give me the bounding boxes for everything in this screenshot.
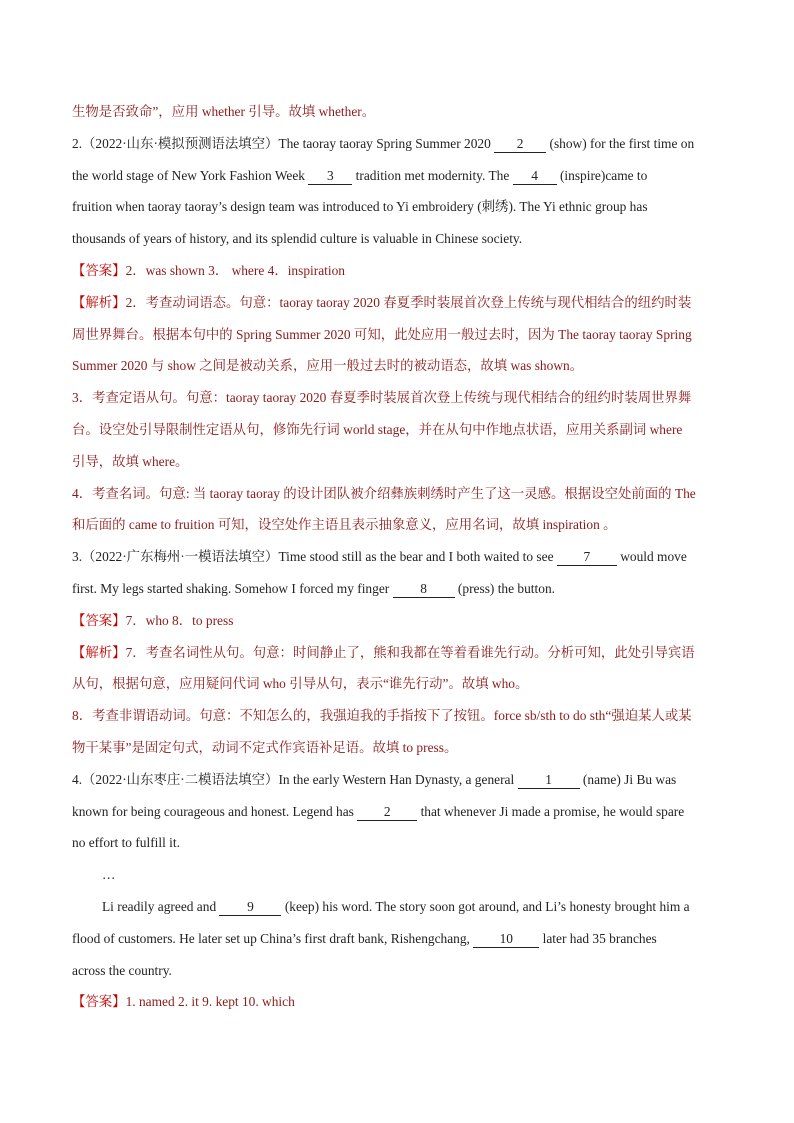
blank-1: 1: [518, 772, 580, 789]
ellipsis: …: [102, 867, 116, 883]
q2-analysis-6: 引导，故填 where。: [72, 453, 189, 469]
analysis-tag: 【解析】: [72, 294, 126, 310]
text: In the early Western Han Dynasty, a general: [278, 771, 518, 787]
question-header: 2.（2022·山东·模拟预测语法填空）: [72, 135, 279, 151]
answer-tag: 【答案】: [72, 612, 126, 628]
text: would move: [616, 549, 687, 565]
analysis-text: 7．考查名词性从句。句意：时间静止了，熊和我都在等着看谁先行动。分析可知，此处引导宾语: [125, 644, 695, 660]
q4-line-2: [72, 796, 722, 828]
q4-line-3: no effort to fulfill it.: [72, 835, 180, 851]
text: whether: [318, 104, 362, 119]
answer-text: 7．who 8．to press: [125, 612, 234, 628]
q2-analysis-5: 台。设空处引导限制性定语从句，修饰先行词 world stage，并在从句中作地点状语，应用关系副词 where: [72, 421, 683, 437]
q3-analysis-2: 从句，根据句意，应用疑问代词 who 引导从句，表示“谁先行动”。故填 who。: [72, 676, 529, 692]
blank-10: 10: [473, 931, 539, 948]
q2-line-3: fruition when taoray taoray’s design team was introduced to Yi embroidery (刺绣). The Yi ethnic group has: [72, 199, 648, 215]
text: 。: [361, 104, 376, 119]
question-header: 3.（2022·广东梅州·一模语法填空）: [72, 549, 279, 565]
text: Time stood still as the bear and I both waited to see: [278, 549, 557, 565]
text: 生物是否致命”，应用: [72, 104, 202, 119]
blank-3: 3: [308, 168, 352, 185]
q2-answer: [72, 255, 722, 287]
q2-analysis-8: 和后面的 came to fruition 可知，设空处作主语且表示抽象意义，应用名词，故填 inspiration 。: [72, 517, 617, 533]
blank-2: 2: [494, 136, 546, 153]
text: tradition met modernity. The: [352, 167, 513, 183]
text: (show) for the first time on: [546, 135, 695, 151]
text: (keep) his word. The story soon got around, and Li’s honesty brought him a: [281, 898, 690, 914]
q4-line-1: [72, 764, 722, 796]
q2-analysis-2: 周世界舞台。根据本句中的 Spring Summer 2020 可知，此处应用一般过去时，因为 The taoray taoray Spring: [72, 326, 692, 342]
text: (press) the button.: [454, 580, 555, 596]
answer-tag: 【答案】: [72, 262, 126, 278]
q2-line-2: [72, 160, 722, 192]
q2-analysis-4: 3．考查定语从句。句意：taoray taoray 2020 春夏季时装展首次登上传统与现代相结合的纽约时装周世界舞: [72, 390, 692, 406]
q3-answer: [72, 605, 722, 637]
text: later had 35 branches: [539, 930, 657, 946]
answer-text: 1. named 2. it 9. kept 10. which: [125, 994, 295, 1010]
q4-para2-line-2: [72, 923, 722, 955]
text: 引导。故填: [244, 104, 319, 119]
q3-line-2: [72, 573, 722, 605]
text: Li readily agreed and: [102, 898, 220, 914]
question-header: 4.（2022·山东枣庄·二模语法填空）: [72, 771, 279, 787]
q2-analysis-1: [72, 287, 722, 319]
q3-analysis-3: 8．考查非谓语动词。句意：不知怎么的，我强迫我的手指按下了按钮。force sb/sth to do sth“强迫某人或某: [72, 708, 692, 724]
q3-analysis-1: [72, 637, 722, 669]
intro-line: [72, 96, 722, 128]
q2-line-4: thousands of years of history, and its splendid culture is valuable in Chinese society.: [72, 231, 523, 247]
answer-text: 2．was shown 3． where 4．inspiration: [125, 262, 345, 278]
text: that whenever Ji made a promise, he would spare: [417, 803, 685, 819]
blank-8: 8: [393, 581, 455, 598]
answer-tag: 【答案】: [72, 994, 126, 1010]
blank-4: 4: [513, 168, 557, 185]
q2-analysis-7: 4．考查名词。句意: 当 taoray taoray 的设计团队被介绍彝族刺绣时产生了这一灵感。根据设空处前面的 The: [72, 485, 696, 501]
q3-analysis-4: 物干某事”是固定句式，动词不定式作宾语补足语。故填 to press。: [72, 739, 458, 755]
text: known for being courageous and honest. Legend has: [72, 803, 358, 819]
text: The taoray taoray Spring Summer 2020: [278, 135, 495, 151]
text: flood of customers. He later set up China’s first draft bank, Rishengchang,: [72, 930, 474, 946]
blank-7: 7: [557, 549, 617, 566]
text: (inspire)came to: [556, 167, 648, 183]
text: (name) Ji Bu was: [579, 771, 677, 787]
q4-answer: [72, 986, 722, 1018]
document-page: [72, 96, 722, 1018]
analysis-tag: 【解析】: [72, 644, 126, 660]
text: the world stage of New York Fashion Week: [72, 167, 309, 183]
q4-para2-line-3: across the country.: [72, 962, 172, 978]
analysis-text: 2．考查动词语态。句意：taoray taoray 2020 春夏季时装展首次登上传统与现代相结合的纽约时装: [125, 294, 692, 310]
text: first. My legs started shaking. Somehow I forced my finger: [72, 580, 393, 596]
q3-line-1: [72, 541, 722, 573]
text: whether: [201, 104, 245, 119]
q4-para2-line-1: [72, 891, 722, 923]
blank-9: 9: [219, 899, 281, 916]
q2-line-1: [72, 128, 722, 160]
q2-analysis-3: Summer 2020 与 show 之间是被动关系，应用一般过去时的被动语态，故填 was shown。: [72, 358, 584, 374]
blank-2b: 2: [357, 804, 417, 821]
